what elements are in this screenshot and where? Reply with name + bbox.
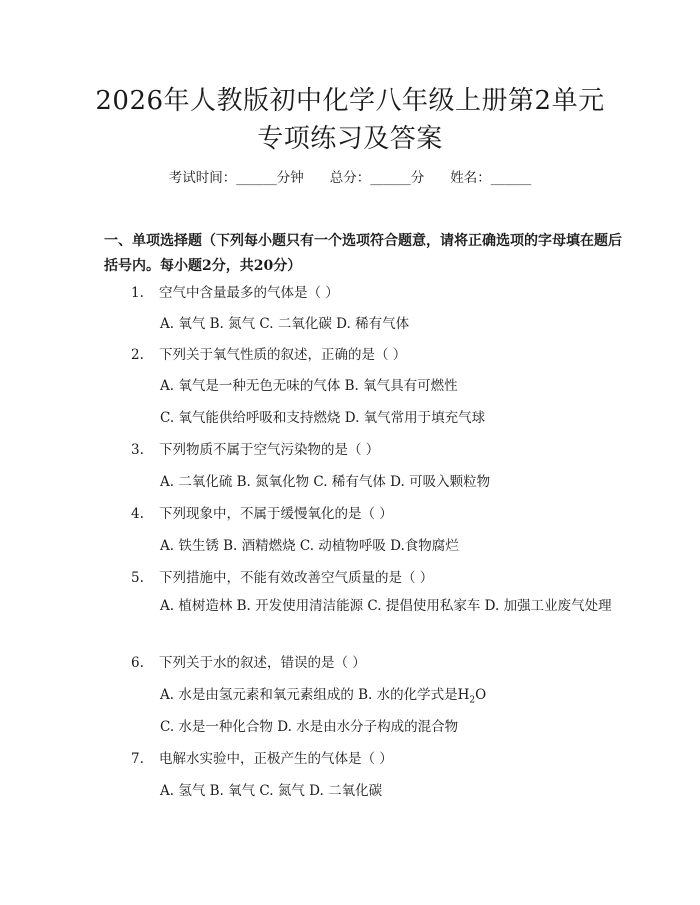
student-name-field: 姓名：______ — [450, 170, 532, 186]
question-options: A. 植树造林 B. 开发使用清洁能源 C. 提倡使用私家车 D. 加强工业废气处理 — [160, 598, 612, 614]
question-text: 下列关于水的叙述，错误的是（ ） — [159, 655, 366, 671]
exam-time-field: 考试时间：______分钟 — [168, 170, 304, 186]
question-number: 5. — [131, 570, 144, 586]
question-number: 2. — [131, 347, 144, 363]
question-item — [131, 283, 339, 303]
question-number: 6. — [131, 655, 144, 671]
question-item — [131, 568, 433, 588]
question-item — [131, 440, 379, 460]
question-options: A. 氧气是一种无色无味的气体 B. 氧气具有可燃性 — [160, 378, 458, 394]
question-item — [131, 653, 366, 673]
question-item — [131, 504, 393, 524]
question-text: 下列措施中，不能有效改善空气质量的是（ ） — [159, 570, 434, 586]
question-text: 电解水实验中，正极产生的气体是（ ） — [159, 751, 393, 767]
question-options: C. 水是一种化合物 D. 水是由水分子构成的混合物 — [160, 719, 459, 735]
question-text: 下列物质不属于空气污染物的是（ ） — [159, 442, 380, 458]
document-title-line1: 2026年人教版初中化学八年级上册第2单元 — [95, 86, 605, 116]
option-text: A. 水是由氢元素和氧元素组成的 B. 水的化学式是H — [160, 687, 470, 703]
question-number: 7. — [131, 751, 144, 767]
question-text: 下列现象中，不属于缓慢氧化的是（ ） — [159, 506, 393, 522]
question-options — [160, 685, 486, 705]
formula-subscript: 2 — [469, 695, 476, 706]
question-text: 下列关于氧气性质的叙述，正确的是（ ） — [159, 347, 407, 363]
question-number: 3. — [131, 442, 144, 458]
question-options: A. 铁生锈 B. 酒精燃烧 C. 动植物呼吸 D.食物腐烂 — [160, 538, 459, 554]
question-item — [131, 749, 393, 769]
exam-meta — [0, 168, 700, 188]
question-options: A. 氢气 B. 氧气 C. 氮气 D. 二氧化碳 — [160, 783, 383, 799]
question-text: 空气中含量最多的气体是（ ） — [159, 285, 339, 301]
total-score-field: 总分：______分 — [329, 170, 425, 186]
question-item — [131, 345, 406, 365]
question-number: 4. — [131, 506, 144, 522]
formula-tail: O — [475, 687, 487, 703]
question-number: 1. — [131, 285, 144, 301]
question-options: C. 氧气能供给呼吸和支持燃烧 D. 氧气常用于填充气球 — [160, 410, 486, 426]
question-options: A. 二氧化硫 B. 氮氧化物 C. 稀有气体 D. 可吸入颗粒物 — [160, 474, 491, 490]
section-heading: 一、单项选择题（下列每小题只有一个选项符合题意，请将正确选项的字母填在题后括号内。每小题2分，共20分） — [104, 233, 622, 274]
document-title-line2: 专项练习及答案 — [257, 124, 443, 154]
question-options: A. 氧气 B. 氮气 C. 二氧化碳 D. 稀有气体 — [160, 316, 410, 332]
